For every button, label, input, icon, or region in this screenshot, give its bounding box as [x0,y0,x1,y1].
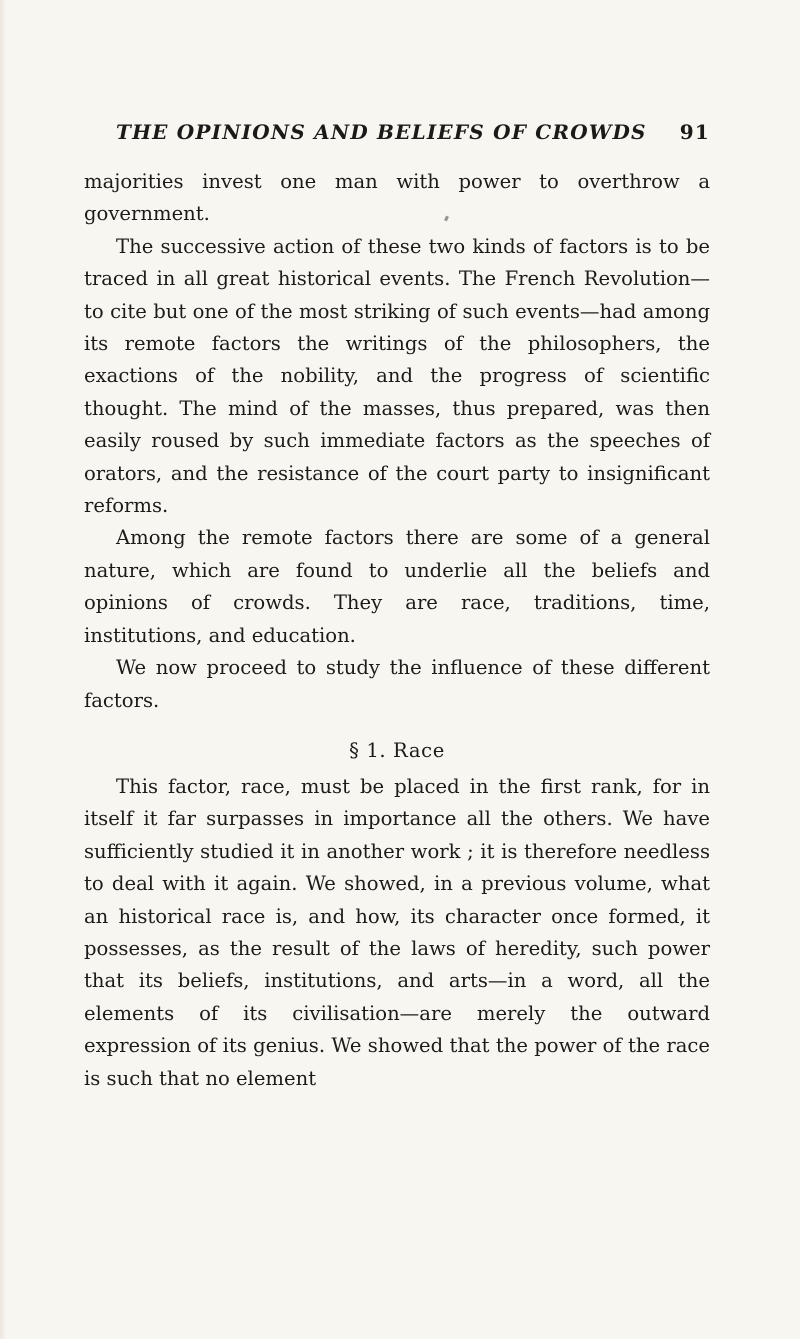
page-number: 91 [679,120,710,144]
paragraph: This factor, race, must be placed in the first rank, for in itself it far surpasses in importance all the others. We have sufficiently studied it in another work ; it is therefore needless to deal with it again. We showed, in a previous volume, what an historical race is, and how, its character once formed, it possesses, as the result of the laws of heredity, such power that its beliefs, institutions, and arts—in a word, all the elements of its civilisation—are merely the outward expression of its genius. We showed that the power of the race is such that no element [84,774,710,1090]
running-head-title: THE OPINIONS AND BELIEFS OF CROWDS [116,120,647,144]
paragraph: We now proceed to study the influence of these different factors. [84,656,710,712]
paragraph: majorities invest one man with power to overthrow a government. [84,170,710,226]
body-text [84,166,710,1095]
paragraph: Among the remote factors there are some of a general nature, which are found to underlie all the beliefs and opinions of crowds. They are race, traditions, time, institutions, and education. [84,526,710,647]
running-head [116,120,710,150]
section-heading: § 1. Race [349,738,445,762]
page-edge-shadow [0,0,6,1339]
paragraph: The successive action of these two kinds of factors is to be traced in all great historical events. The French Revolution—to cite but one of the most striking of such events—had among its remote factors the writings of the philosophers, the exactions of the nobility, and the progress of scientific thought. The mind of the masses, thus prepared, was then easily roused by such immediate factors as the speeches of orators, and the resistance of the court party to insignificant reforms. [84,234,710,518]
